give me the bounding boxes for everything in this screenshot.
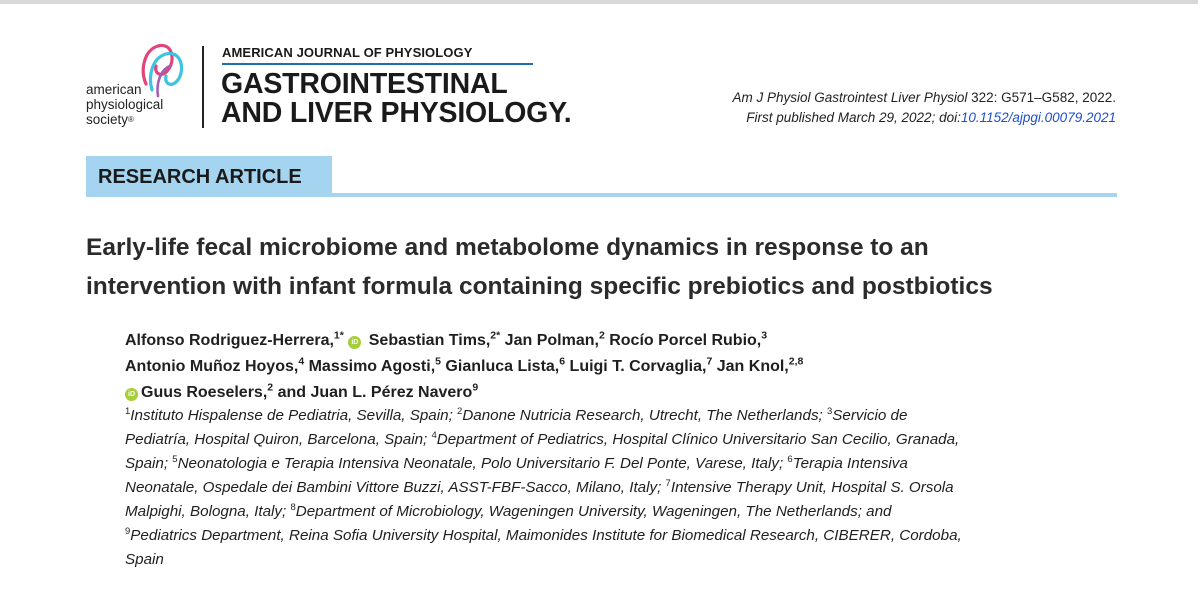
affiliation-ref: 4 — [298, 355, 305, 368]
affiliation-ref: 2 — [267, 381, 274, 394]
author-name[interactable]: Jan Polman, — [500, 332, 599, 349]
affiliation-ref: 2 — [598, 329, 605, 342]
author-list — [125, 328, 1125, 406]
author-name[interactable]: Alfonso Rodriguez-Herrera, — [125, 332, 334, 349]
author-name[interactable]: Sebastian Tims, — [364, 332, 491, 349]
affiliation-line: Neonatale, Ospedale dei Bambini Vittore Buzzi, ASST-FBF-Sacco, Milano, Italy; $^7$Intensive Therapy Unit, Hospital S. Orsola — [125, 477, 954, 496]
affiliation-ref: 6 — [559, 355, 566, 368]
journal-kicker-rule — [222, 63, 533, 65]
society-name — [86, 82, 163, 127]
article-type-rule — [86, 193, 1117, 197]
article-title-line: Early-life fecal microbiome and metabolome dynamics in response to an — [86, 234, 929, 261]
affiliation-line: Spain; $^5$Neonatologia e Terapia Intensiva Neonatale, Polo Universitario F. Del Ponte, Varese, Italy; $^6$Terapia Intensiva — [125, 453, 908, 472]
doi-link[interactable]: 10.1152/ajpgi.00079.2021 — [960, 110, 1116, 125]
journal-kicker: AMERICAN JOURNAL OF PHYSIOLOGY — [222, 45, 473, 60]
affiliation-line: $^9$Pediatrics Department, Reina Sofia University Hospital, Maimonides Institute for Biomedical Research, CIBERER, Cordoba, — [125, 525, 962, 544]
affiliation-line: Malpighi, Bologna, Italy; $^8$Department of Microbiology, Wageningen University, Wageningen, The Netherlands; and — [125, 501, 892, 520]
author-name[interactable]: Gianluca Lista, — [440, 358, 560, 375]
affiliation-line: $^1$Instituto Hispalense de Pediatria, Sevilla, Spain; $^2$Danone Nutricia Research, Utrecht, The Netherlands; $^3$Servicio de — [125, 405, 908, 424]
equal-contribution-mark: * — [339, 329, 344, 342]
affiliation-line: Pediatría, Hospital Quiron, Barcelona, Spain; $^4$Department of Pediatrics, Hospital Clínico Universitario San Cecilio, Granada, — [125, 429, 960, 448]
author-name[interactable]: Antonio Muñoz Hoyos, — [125, 358, 299, 375]
author-name[interactable]: Guus Roeselers, — [141, 384, 268, 401]
affiliation-ref: 2 — [490, 329, 497, 342]
affiliation-ref: 9 — [472, 381, 479, 394]
society-name-line: society — [86, 112, 129, 127]
registered-mark: ® — [128, 115, 134, 124]
affiliation-ref: 1 — [333, 329, 340, 342]
affiliation-line: Spain — [125, 551, 164, 568]
orcid-icon[interactable]: iD — [125, 388, 138, 401]
author-name[interactable]: Jan Knol, — [712, 358, 789, 375]
article-type-label: RESEARCH ARTICLE — [98, 166, 302, 188]
affiliation-ref: 5 — [435, 355, 441, 368]
journal-title-line: GASTROINTESTINAL — [221, 68, 508, 100]
logo-divider — [202, 46, 204, 128]
orcid-icon[interactable]: iD — [348, 336, 361, 349]
article-title-line: intervention with infant formula containing specific prebiotics and postbiotics — [86, 273, 993, 300]
affiliation-ref: 3 — [761, 329, 768, 342]
author-name[interactable]: Luigi T. Corvaglia, — [565, 358, 707, 375]
society-name-line: american — [86, 82, 142, 97]
affiliation-ref: 2,8 — [788, 355, 804, 368]
society-name-line: physiological — [86, 97, 164, 112]
equal-contribution-mark: * — [496, 329, 501, 342]
author-name[interactable]: and Juan L. Pérez Navero — [273, 384, 473, 401]
volume-pages: 322: G571–G582, 2022. — [971, 90, 1116, 105]
author-name[interactable]: Rocío Porcel Rubio, — [604, 332, 762, 349]
journal-abbrev: Am J Physiol Gastrointest Liver Physiol — [732, 90, 968, 105]
author-name[interactable]: Massimo Agosti, — [304, 358, 436, 375]
affiliation-ref: 7 — [706, 355, 713, 368]
citation-block — [733, 88, 1116, 128]
window-top-border — [0, 0, 1198, 4]
journal-title-line: AND LIVER PHYSIOLOGY. — [221, 97, 572, 129]
published-date: First published March 29, 2022; doi: — [746, 110, 961, 125]
affiliations — [125, 404, 1115, 572]
journal-title — [221, 70, 572, 128]
article-title — [86, 228, 1116, 306]
